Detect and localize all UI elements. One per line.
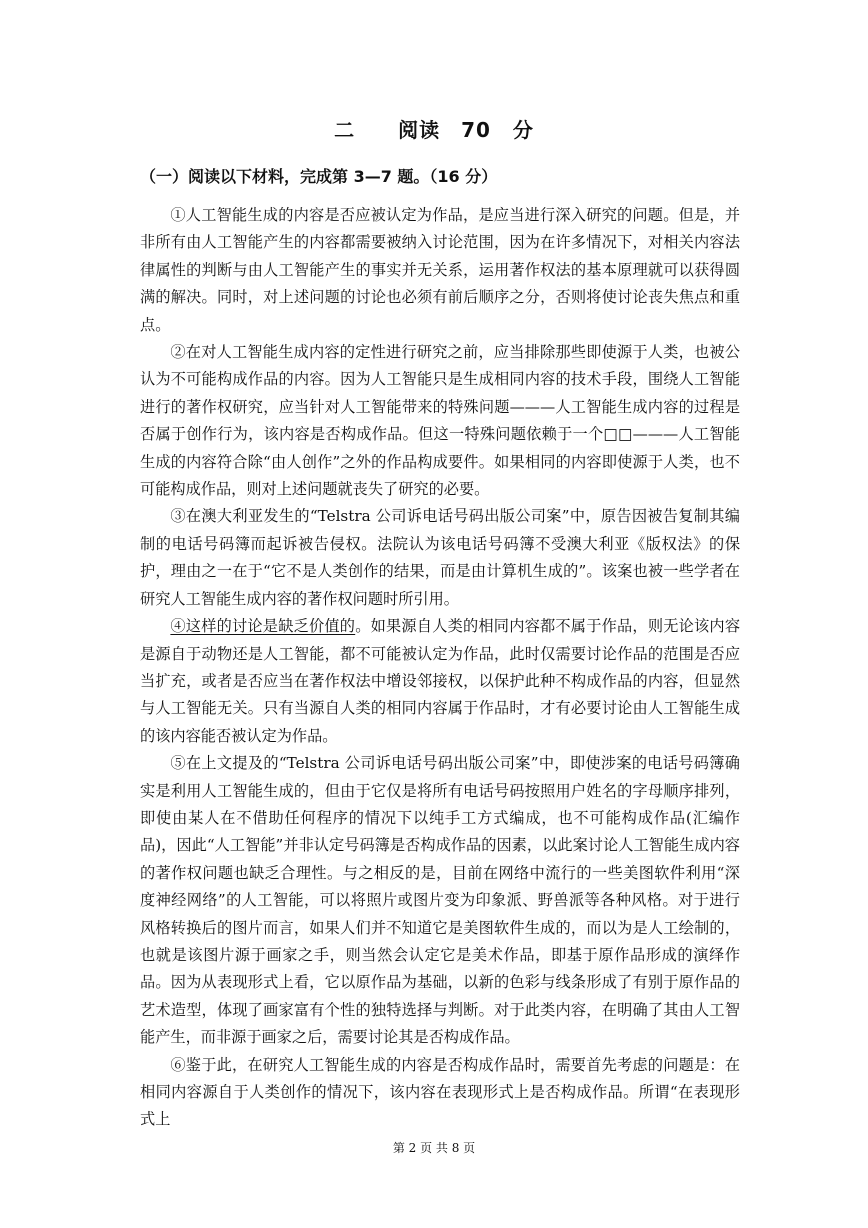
paragraph-3: ③在澳大利亚发生的“Telstra 公司诉电话号码出版公司案”中，原告因被告复制其编制的电话号码簿而起诉被告侵权。法院认为该电话号码簿不受澳大利亚《版权法》的保护，理由之一在于“它不是人类创作的结果，而是由计算机生成的”。该案也被一些学者在研究人工智能生成内容的著作权问题时所引用。 xyxy=(140,507,740,608)
section-title: 二 阅读 70 分 xyxy=(334,118,534,142)
paragraph-5: ⑤在上文提及的“Telstra 公司诉电话号码出版公司案”中，即使涉案的电话号码簿确实是利用人工智能生成的，但由于它仅是将所有电话号码按照用户姓名的字母顺序排列，即使由某人在不借助任何程序的情况下以纯手工方式编成，也不可能构成作品(汇编作品)，因此“人工智能”并非认定号码簿是否构成作品的因素，以此案讨论人工智能生成内容的著作权问题也缺乏合理性。与之相反的是，目前在网络中流行的一些美图软件利用“深度神经网络”的人工智能，可以将照片或图片变为印象派、野兽派等各种风格。对于进行风格转换后的图片而言，如果人们并不知道它是美图软件生成的，而以为是人工绘制的，也就是该图片源于画家之手，则当然会认定它是美术作品，即基于原作品形成的演绎作品。因为从表现形式上看，它以原作品为基础，以新的色彩与线条形成了有别于原作品的艺术造型，体现了画家富有个性的独特选择与判断。对于此类内容，在明确了其由人工智能产生，而非源于画家之后，需要讨论其是否构成作品。 xyxy=(140,754,740,1047)
paragraph-4-text: 。如果源自人类的相同内容都不属于作品，则无论该内容是源自于动物还是人工智能，都不可能被认定为作品，此时仅需要讨论作品的范围是否应当扩充，或者是否应当在著作权法中增设邻接权，以保护此种不构成作品的内容，但显然与人工智能无关。只有当源自人类的相同内容属于作品时，才有必要讨论由人工智能生成的该内容能否被认定为作品。 xyxy=(140,617,741,745)
underlined-phrase: ④这样的讨论是缺乏价值的 xyxy=(170,617,356,636)
paragraph-2: ②在对人工智能生成内容的定性进行研究之前，应当排除那些即使源于人类，也被公认为不可能构成作品的内容。因为人工智能只是生成相同内容的技术手段，围绕人工智能进行的著作权研究，应当针对人工智能带来的特殊问题———人工智能生成内容的过程是否属于创作行为，该内容是否构成作品。但这一特殊问题依赖于一个□□———人工智能生成的内容符合除“由人创作”之外的作品构成要件。如果相同的内容即使源于人类，也不可能构成作品，则对上述问题就丧失了研究的必要。 xyxy=(140,343,740,499)
paragraph-6: ⑥鉴于此，在研究人工智能生成的内容是否构成作品时，需要首先考虑的问题是：在相同内容源自于人类创作的情况下，该内容在表现形式上是否构成作品。所谓“在表现形式上 xyxy=(140,1055,740,1129)
part-heading: （一）阅读以下材料，完成第 3—7 题。（16 分） xyxy=(140,167,498,186)
paragraph-1: ①人工智能生成的内容是否应被认定为作品，是应当进行深入研究的问题。但是，并非所有由人工智能产生的内容都需要被纳入讨论范围，因为在许多情况下，对相关内容法律属性的判断与由人工智能产生的事实并无关系，运用著作权法的基本原理就可以获得圆满的解决。同时，对上述问题的讨论也必须有前后顺序之分，否则将使讨论丧失焦点和重点。 xyxy=(140,206,740,334)
paragraph-4 xyxy=(140,613,740,750)
page-number-footer: 第 2 页 共 8 页 xyxy=(392,1141,476,1155)
reading-passage xyxy=(140,202,740,1134)
